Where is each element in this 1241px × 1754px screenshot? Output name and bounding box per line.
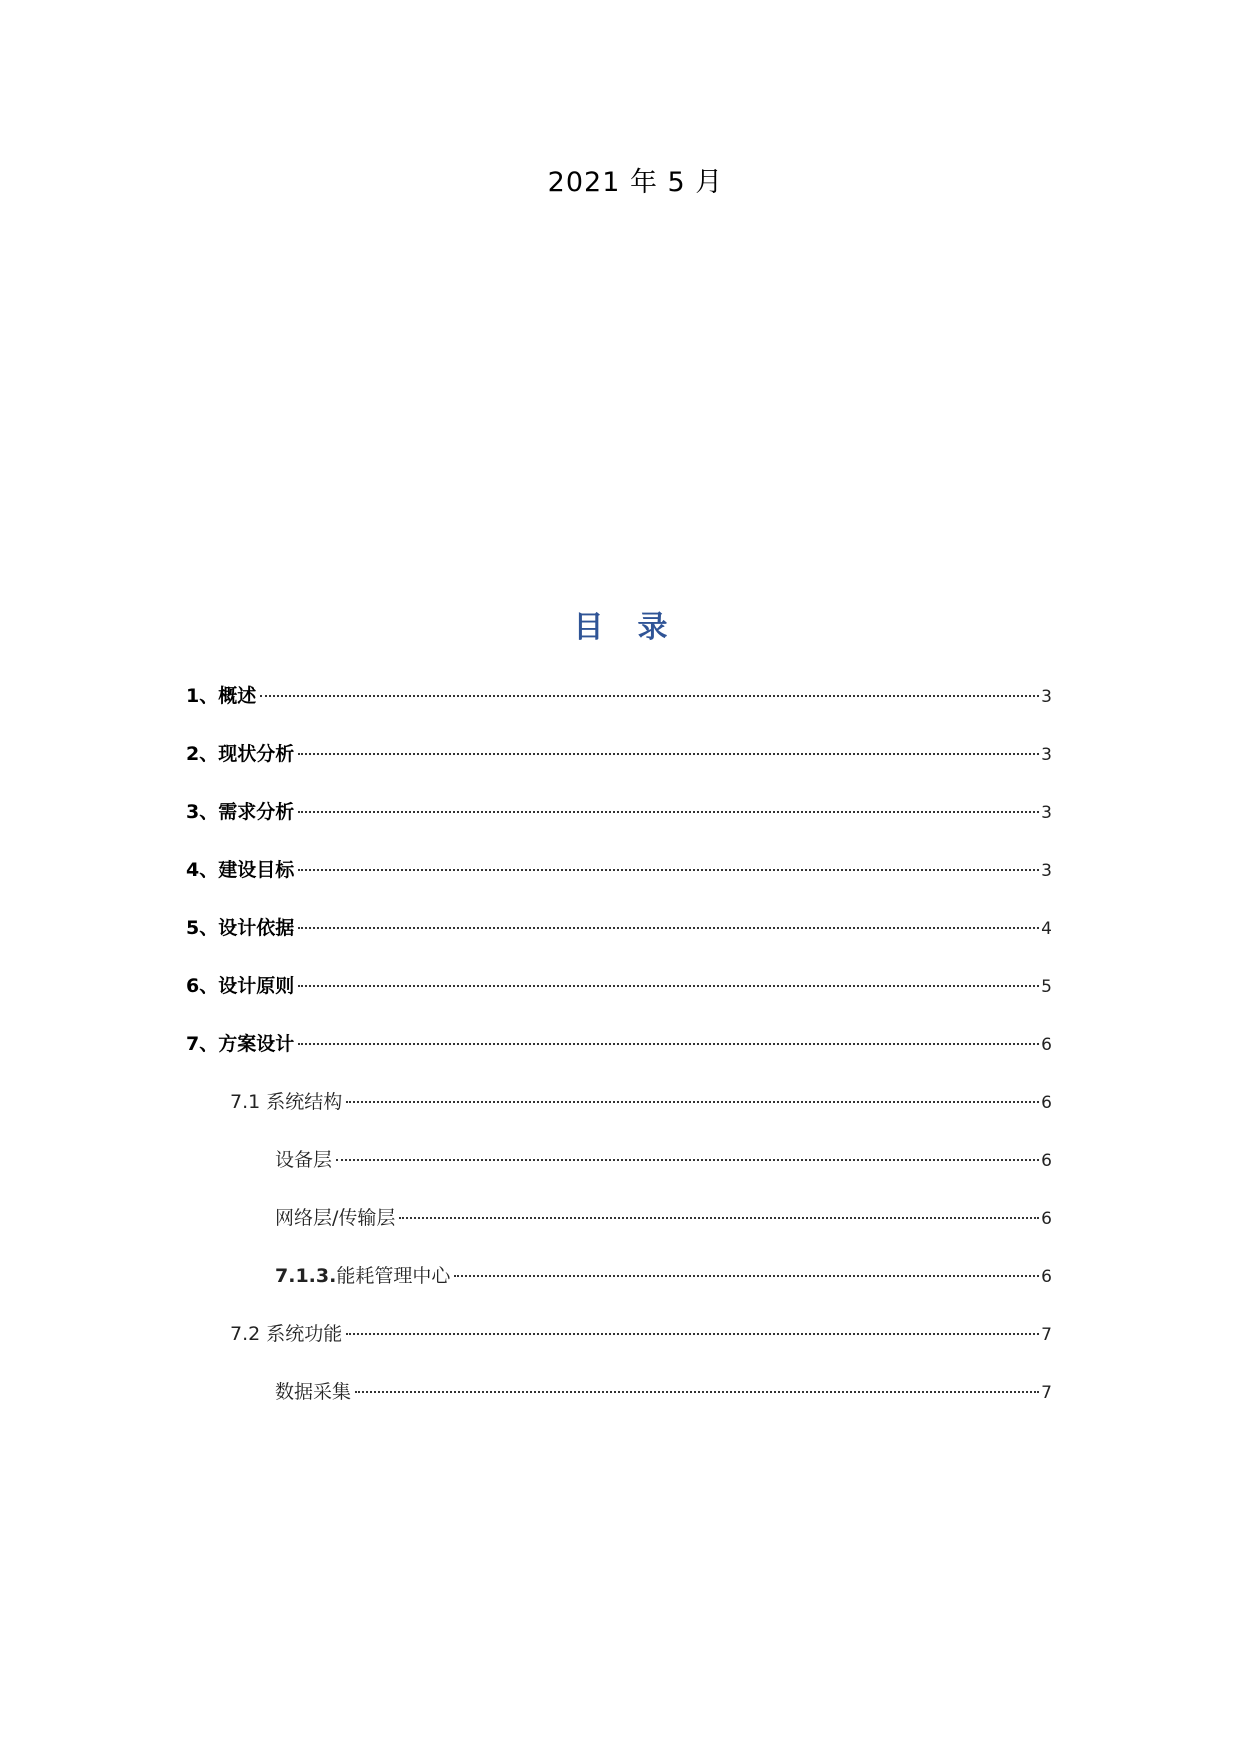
toc-page-number: 6 bbox=[1041, 1151, 1052, 1171]
toc-entry-data-collection[interactable] bbox=[186, 1363, 1052, 1421]
toc-entry-goals[interactable] bbox=[186, 841, 1052, 899]
document-date: 2021 年 5 月 bbox=[547, 167, 724, 198]
toc-dot-leader bbox=[346, 1333, 1039, 1335]
toc-dot-leader bbox=[260, 695, 1039, 697]
toc-dot-leader bbox=[298, 753, 1039, 755]
toc-entry-label: 2、现状分析 bbox=[186, 743, 295, 765]
toc-entry-label: 7、方案设计 bbox=[186, 1033, 295, 1055]
toc-entry-solution-design[interactable] bbox=[186, 1015, 1052, 1073]
toc-entry-label: 设备层 bbox=[275, 1149, 333, 1171]
toc-dot-leader bbox=[298, 985, 1039, 987]
toc-entry-system-structure[interactable] bbox=[186, 1073, 1052, 1131]
toc-entry-label: 4、建设目标 bbox=[186, 859, 295, 881]
toc-dot-leader bbox=[454, 1275, 1039, 1277]
toc-heading: 目录 bbox=[573, 610, 702, 645]
toc-page-number: 7 bbox=[1041, 1325, 1052, 1345]
toc-entry-text: 能耗管理中心 bbox=[336, 1265, 451, 1287]
toc-page-number: 6 bbox=[1041, 1093, 1052, 1113]
toc-dot-leader bbox=[298, 1043, 1039, 1045]
toc-entry-label: 7.2 系统功能 bbox=[230, 1323, 343, 1345]
toc-page-number: 5 bbox=[1041, 977, 1052, 997]
toc-entry-label: 6、设计原则 bbox=[186, 975, 295, 997]
toc-entry-current-analysis[interactable] bbox=[186, 725, 1052, 783]
toc-entry-label: 数据采集 bbox=[275, 1381, 352, 1403]
toc-dot-leader bbox=[298, 927, 1039, 929]
toc-entry-energy-center[interactable] bbox=[186, 1247, 1052, 1305]
toc-entry-device-layer[interactable] bbox=[186, 1131, 1052, 1189]
toc-entry-requirements[interactable] bbox=[186, 783, 1052, 841]
toc-page-number: 3 bbox=[1041, 803, 1052, 823]
toc-dot-leader bbox=[336, 1159, 1039, 1161]
toc-dot-leader bbox=[298, 811, 1039, 813]
toc-entry-label: 网络层/传输层 bbox=[275, 1207, 396, 1229]
toc-dot-leader bbox=[355, 1391, 1039, 1393]
toc-page-number: 4 bbox=[1041, 919, 1052, 939]
toc-entry-design-principles[interactable] bbox=[186, 957, 1052, 1015]
toc-dot-leader bbox=[346, 1101, 1039, 1103]
toc-page-number: 6 bbox=[1041, 1035, 1052, 1055]
toc-page-number: 6 bbox=[1041, 1209, 1052, 1229]
toc-page-number: 3 bbox=[1041, 861, 1052, 881]
toc-entry-design-basis[interactable] bbox=[186, 899, 1052, 957]
toc-entry-overview[interactable] bbox=[186, 667, 1052, 725]
toc-dot-leader bbox=[298, 869, 1039, 871]
toc-page-number: 3 bbox=[1041, 687, 1052, 707]
table-of-contents bbox=[186, 667, 1052, 1421]
toc-entry-system-functions[interactable] bbox=[186, 1305, 1052, 1363]
toc-entry-number: 7.1.3. bbox=[275, 1265, 337, 1287]
toc-entry-label: 3、需求分析 bbox=[186, 801, 295, 823]
toc-page-number: 6 bbox=[1041, 1267, 1052, 1287]
toc-page-number: 7 bbox=[1041, 1383, 1052, 1403]
toc-entry-label: 5、设计依据 bbox=[186, 917, 295, 939]
toc-entry-network-layer[interactable] bbox=[186, 1189, 1052, 1247]
toc-dot-leader bbox=[399, 1217, 1039, 1219]
toc-entry-label: 7.1 系统结构 bbox=[230, 1091, 343, 1113]
toc-page-number: 3 bbox=[1041, 745, 1052, 765]
toc-entry-label: 1、概述 bbox=[186, 685, 257, 707]
toc-entry-label bbox=[275, 1247, 450, 1305]
